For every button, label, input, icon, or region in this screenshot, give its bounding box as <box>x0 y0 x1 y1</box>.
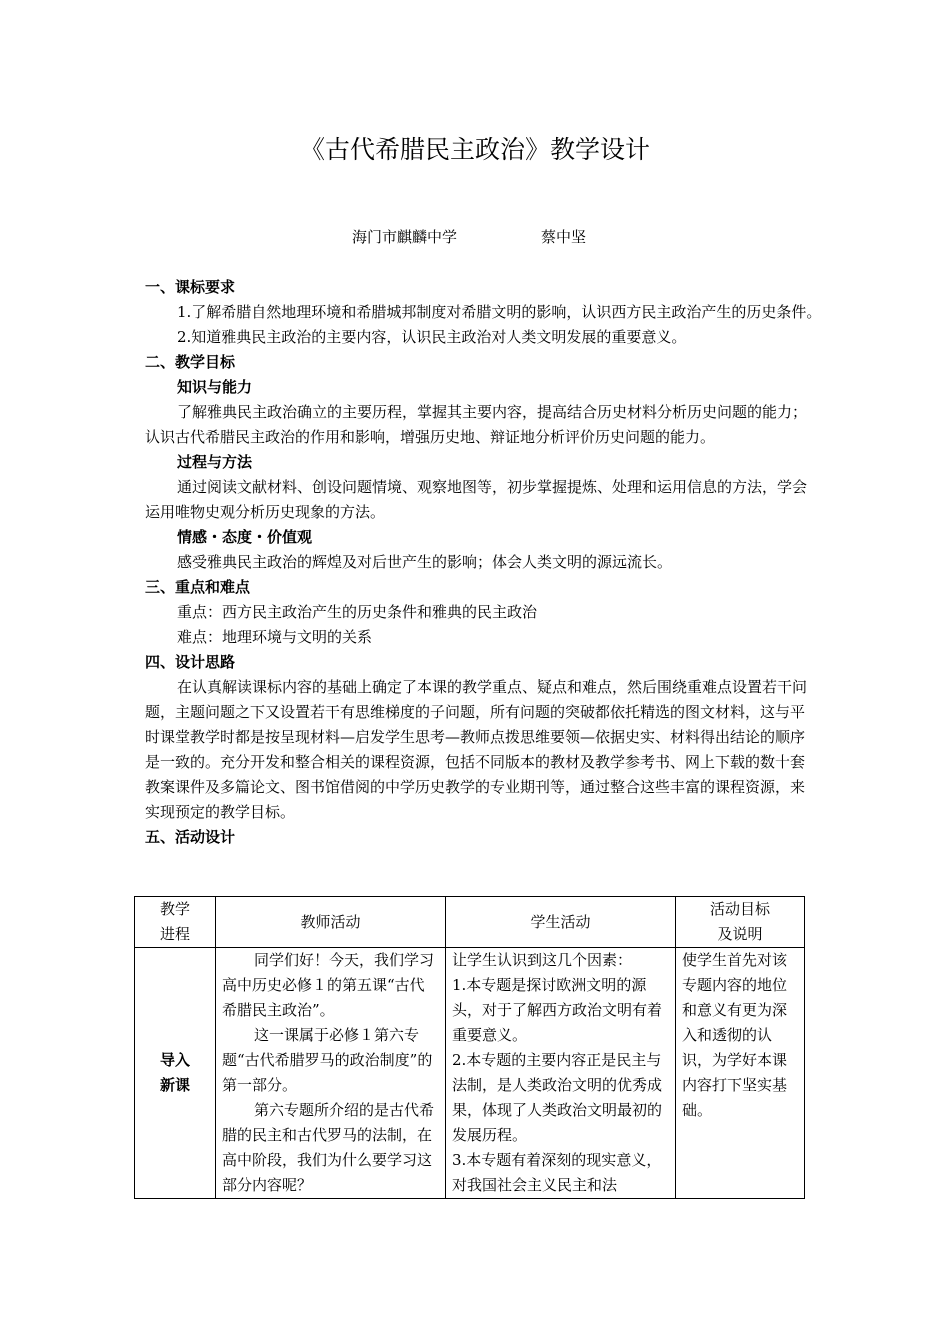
activity-table <box>134 896 805 1199</box>
author-school: 海门市麒麟中学 <box>352 228 458 246</box>
stage-cell: 导入 新课 <box>135 948 216 1199</box>
table-row <box>135 948 805 1199</box>
subsection-heading: 过程与方法 <box>177 453 253 471</box>
document-body <box>145 275 852 850</box>
paragraph: 了解雅典民主政治确立的主要历程，掌握其主要内容，提高结合历史材料分析历史问题的能力；认识古代希腊民主政治的作用和影响，增强历史地、辩证地分析评价历史问题的能力。 <box>145 403 808 446</box>
paragraph: 1.了解希腊自然地理环境和希腊城邦制度对希腊文明的影响，认识西方民主政治产生的历史条件。 <box>177 303 822 321</box>
section-heading: 四、设计思路 <box>145 653 236 671</box>
header-student: 学生活动 <box>446 897 676 948</box>
page-title: 《古代希腊民主政治》教学设计 <box>299 135 650 164</box>
paragraph: 通过阅读文献材料、创设问题情境、观察地图等，初步掌握提炼、处理和运用信息的方法，学会运用唯物史观分析历史现象的方法。 <box>145 478 808 521</box>
paragraph: 难点：地理环境与文明的关系 <box>177 628 373 646</box>
section-heading: 三、重点和难点 <box>145 578 251 596</box>
goal-cell: 使学生首先对该专题内容的地位和意义有更为深入和透彻的认识，为学好本课内容打下坚实基础。 <box>676 948 805 1199</box>
paragraph: 重点：西方民主政治产生的历史条件和雅典的民主政治 <box>177 603 538 621</box>
teacher-activity-cell: 同学们好！今天，我们学习高中历史必修１的第五课“古代希腊民主政治”。 这一课属于必修１第六专题“古代希腊罗马的政治制度”的第一部分。 第六专题所介绍的是古代希腊的民主和古代罗马的法制，在高中阶段，我们为什么要学习这部分内容呢？ <box>216 948 446 1199</box>
header-teacher: 教师活动 <box>216 897 446 948</box>
header-goal: 活动目标 及说明 <box>676 897 805 948</box>
section-heading: 一、课标要求 <box>145 278 236 296</box>
student-activity-cell: 让学生认识到这几个因素： 1.本专题是探讨欧洲文明的源头，对于了解西方政治文明有着重要意义。 2.本专题的主要内容正是民主与法制，是人类政治文明的优秀成果，体现了人类政治文明最初的发展历程。 3.本专题有着深刻的现实意义，对我国社会主义民主和法 <box>446 948 676 1199</box>
author-name: 蔡中坚 <box>541 228 587 246</box>
subsection-heading: 情感・态度・价值观 <box>177 528 313 546</box>
subsection-heading: 知识与能力 <box>177 378 253 396</box>
header-stage: 教学 进程 <box>135 897 216 948</box>
section-heading: 二、教学目标 <box>145 353 236 371</box>
table-header-row <box>135 897 805 948</box>
paragraph: 在认真解读课标内容的基础上确定了本课的教学重点、疑点和难点，然后围绕重难点设置若干问题，主题问题之下又设置若干有思维梯度的子问题，所有问题的突破都依托精选的图文材料，这与平时课堂教学时都是按呈现材料—启发学生思考—教师点拨思维要领—依据史实、材料得出结论的顺序是一致的。充分开发和整合相关的课程资源，包括不同版本的教材及教学参考书、网上下载的数十套教案课件及多篇论文、图书馆借阅的中学历史教学的专业期刊等，通过整合这些丰富的课程资源，来实现预定的教学目标。 <box>145 678 808 821</box>
paragraph: 感受雅典民主政治的辉煌及对后世产生的影响；体会人类文明的源远流长。 <box>177 553 673 571</box>
author-line <box>352 226 586 247</box>
paragraph: 2.知道雅典民主政治的主要内容，认识民主政治对人类文明发展的重要意义。 <box>177 328 687 346</box>
section-heading: 五、活动设计 <box>145 828 236 846</box>
